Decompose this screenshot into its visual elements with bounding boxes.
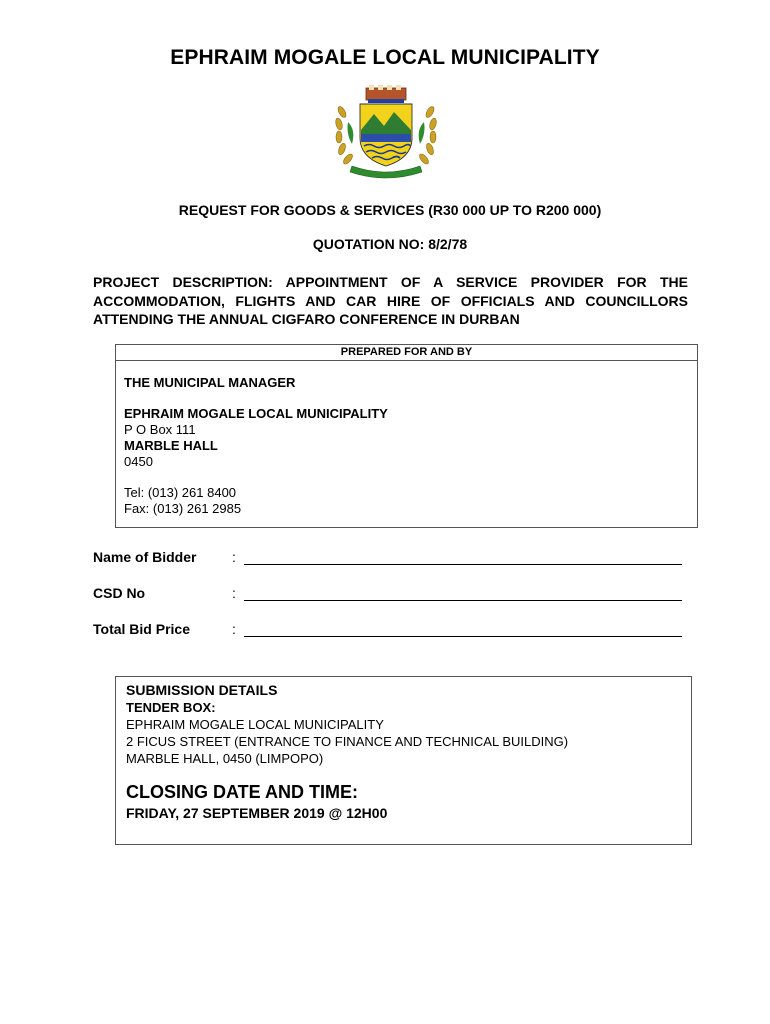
- prepared-po-box: P O Box 111: [124, 422, 196, 437]
- bidder-name-label: Name of Bidder: [93, 549, 197, 565]
- prepared-header: PREPARED FOR AND BY: [116, 345, 697, 361]
- bidder-name-field[interactable]: [244, 564, 682, 565]
- csd-no-field[interactable]: [244, 600, 682, 601]
- bidder-name-colon: :: [232, 549, 236, 565]
- total-bid-price-colon: :: [232, 621, 236, 637]
- prepared-postal-code: 0450: [124, 454, 153, 469]
- closing-date: FRIDAY, 27 SEPTEMBER 2019 @ 12H00: [126, 805, 388, 821]
- total-bid-price-label: Total Bid Price: [93, 621, 190, 637]
- csd-no-label: CSD No: [93, 585, 146, 601]
- project-description: PROJECT DESCRIPTION: APPOINTMENT OF A SERVICE PROVIDER FOR THE ACCOMMODATION, FLIGHTS AND CAR HIRE OF OFFICIALS AND COUNCILLORS ATTENDING THE ANNUAL CIGFARO CONFERENCE IN DURBAN: [93, 274, 688, 327]
- prepared-box: [115, 344, 698, 528]
- page-title: EPHRAIM MOGALE LOCAL MUNICIPALITY: [170, 46, 600, 69]
- request-line: REQUEST FOR GOODS & SERVICES (R30 000 UP TO R200 000): [178, 202, 602, 218]
- municipal-crest-logo: [328, 82, 444, 180]
- csd-no-colon: :: [232, 585, 236, 601]
- total-bid-price-field[interactable]: [244, 636, 682, 637]
- submission-line-1: EPHRAIM MOGALE LOCAL MUNICIPALITY: [126, 717, 384, 732]
- prepared-fax: Fax: (013) 261 2985: [124, 501, 242, 516]
- submission-line-3: MARBLE HALL, 0450 (LIMPOPO): [126, 751, 324, 766]
- prepared-manager: THE MUNICIPAL MANAGER: [124, 375, 296, 390]
- closing-title: CLOSING DATE AND TIME:: [126, 782, 358, 802]
- prepared-town: MARBLE HALL: [124, 438, 218, 453]
- tender-box-label: TENDER BOX:: [126, 700, 216, 715]
- submission-box: [115, 676, 692, 845]
- prepared-org: EPHRAIM MOGALE LOCAL MUNICIPALITY: [124, 406, 388, 421]
- quotation-number: QUOTATION NO: 8/2/78: [312, 236, 468, 252]
- prepared-tel: Tel: (013) 261 8400: [124, 485, 237, 500]
- submission-title: SUBMISSION DETAILS: [126, 682, 278, 698]
- submission-line-2: 2 FICUS STREET (ENTRANCE TO FINANCE AND TECHNICAL BUILDING): [126, 734, 569, 749]
